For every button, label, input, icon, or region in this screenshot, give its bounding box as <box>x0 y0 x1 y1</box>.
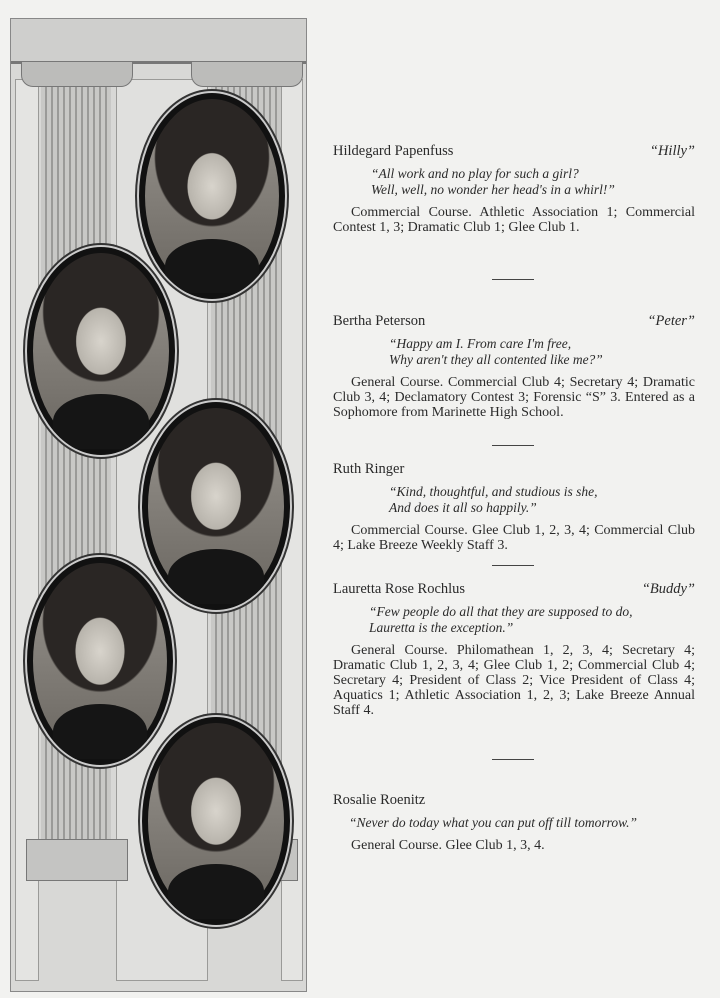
entry-ruth-ringer <box>333 462 695 553</box>
nickname: “Buddy” <box>641 581 695 597</box>
capital-left <box>21 61 133 87</box>
student-name: Ruth Ringer <box>333 461 405 477</box>
quote-line: Why aren't they all contented like me?” <box>389 351 603 367</box>
portrait-hildegard-papenfuss <box>137 91 287 301</box>
column-base-left <box>26 839 128 881</box>
quote-line: And does it all so happily.” <box>389 499 537 515</box>
quote-line: “All work and no play for such a girl? <box>371 165 579 181</box>
quote-line: “Happy am I. From care I'm free, <box>389 335 572 351</box>
divider <box>492 279 534 280</box>
divider <box>492 565 534 566</box>
student-name: Hildegard Papenfuss <box>333 143 454 159</box>
quote-line: “Never do today what you can put off till tomorrow.” <box>349 814 637 830</box>
capital-right <box>191 61 303 87</box>
activities: General Course. Glee Club 1, 3, 4. <box>351 837 545 853</box>
divider <box>492 759 534 760</box>
student-name: Rosalie Roenitz <box>333 792 426 808</box>
portrait-rosalie-roenitz <box>140 715 292 927</box>
student-name: Lauretta Rose Rochlus <box>333 581 466 597</box>
entry-lauretta-rochlus <box>333 582 695 718</box>
quote-line: “Kind, thoughtful, and studious is she, <box>389 483 598 499</box>
quote-line: “Few people do all that they are supposed to do, <box>369 603 633 619</box>
entry-bertha-peterson <box>333 314 695 420</box>
activities: General Course. Philomathean 1, 2, 3, 4; Secretary 4; Dramatic Club 1, 2, 3, 4; Glee Club 1, 2; Commercial Club 4; Secretary 4; President of Class 2; Vice President of Class 4; Aquatics 1; Athletic Association 1, 2, 3; Lake Breeze Annual Staff 4. <box>333 642 695 718</box>
quote-line: Well, well, no wonder her head's in a whirl!” <box>371 181 615 197</box>
quote-line: Lauretta is the exception.” <box>369 619 514 635</box>
activities: Commercial Course. Glee Club 1, 2, 3, 4; Commercial Club 4; Lake Breeze Weekly Staff 3. <box>333 522 695 553</box>
nickname: “Hilly” <box>649 143 695 159</box>
divider <box>492 445 534 446</box>
activities: General Course. Commercial Club 4; Secretary 4; Dramatic Club 3, 4; Declamatory Contest 3; Forensic “S” 3. Entered as a Sophomore from Marinette High School. <box>333 374 695 420</box>
student-name: Bertha Peterson <box>333 313 426 329</box>
entry-rosalie-roenitz <box>333 793 695 853</box>
entry-hildegard-papenfuss <box>333 144 695 235</box>
portrait-ruth-ringer <box>140 400 292 612</box>
activities: Commercial Course. Athletic Association 1; Commercial Contest 1, 3; Dramatic Club 1; Glee Club 1. <box>333 204 695 235</box>
nickname: “Peter” <box>647 313 695 329</box>
cornice <box>11 19 306 64</box>
portrait-bertha-peterson <box>25 245 177 457</box>
portrait-lauretta-rochlus <box>25 555 175 767</box>
